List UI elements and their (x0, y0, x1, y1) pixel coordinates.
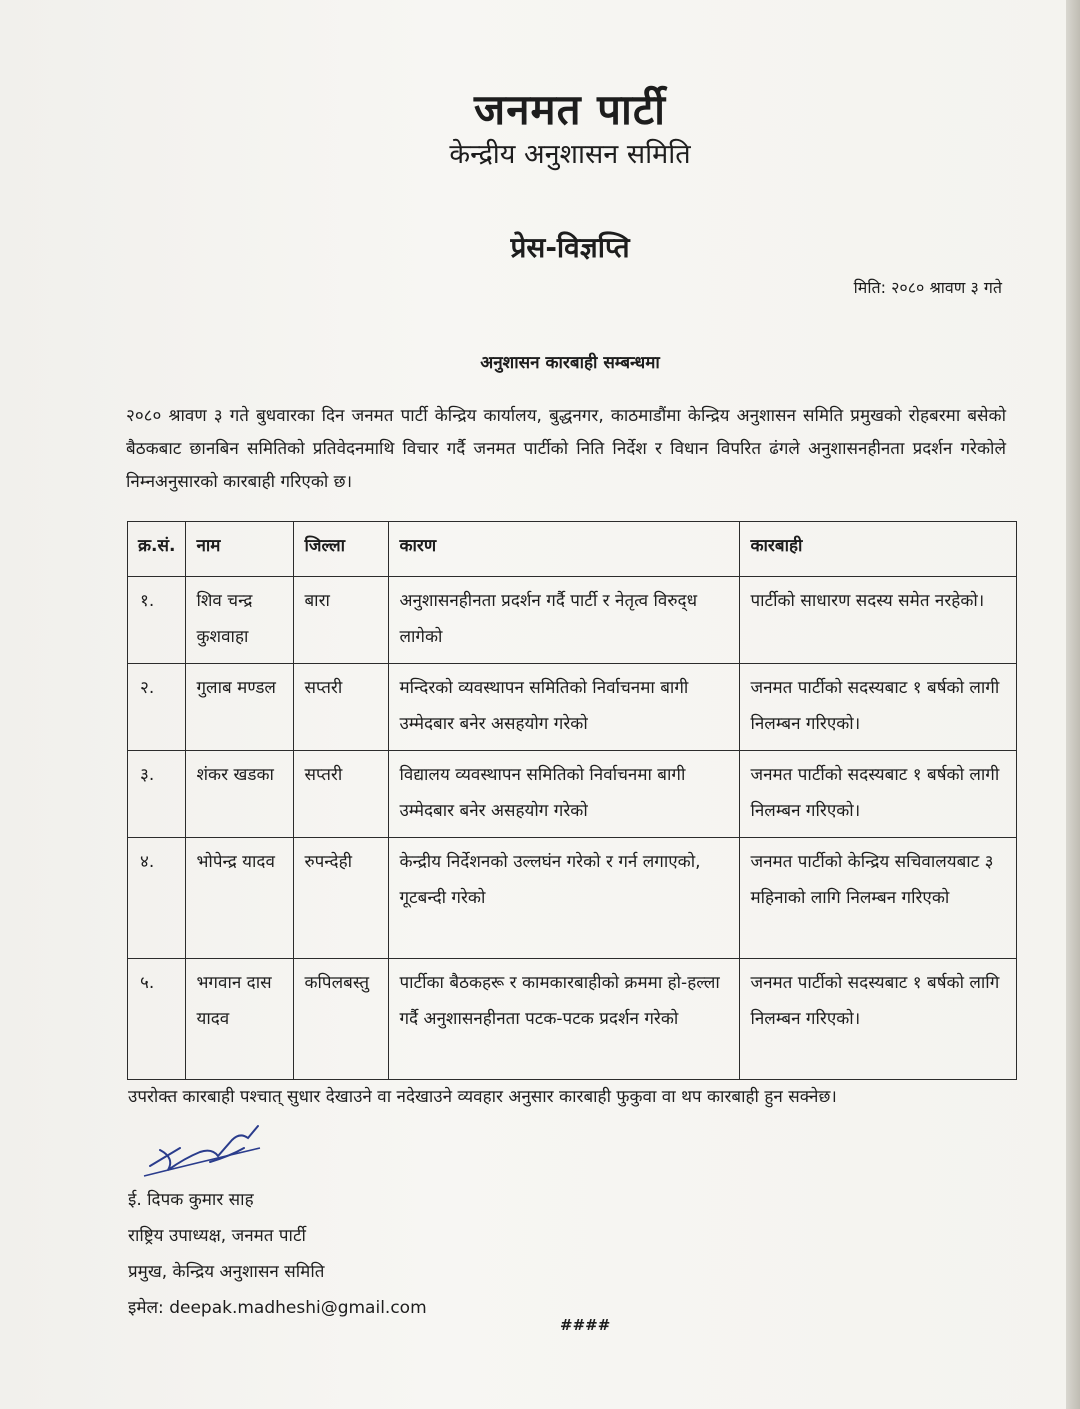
table-row (128, 959, 1017, 1080)
cell-district: बारा (294, 577, 389, 664)
cell-action: जनमत पार्टीको सदस्यबाट १ बर्षको लागी निलम्बन गरिएको। (740, 751, 1017, 838)
header-reason: कारण (389, 522, 740, 577)
press-release-title: प्रेस-विज्ञप्ति (510, 231, 630, 264)
table-row (128, 838, 1017, 959)
cell-district: सप्तरी (294, 751, 389, 838)
signatory-email-line (128, 1290, 427, 1326)
release-date: मिति: २०८० श्रावण ३ गते (853, 278, 1002, 297)
cell-district: कपिलबस्तु (294, 959, 389, 1080)
header-district: जिल्ला (294, 522, 389, 577)
table-header-row (128, 522, 1017, 577)
table-row (128, 751, 1017, 838)
cell-action: जनमत पार्टीको केन्द्रिय सचिवालयबाट ३ महिनाको लागि निलम्बन गरिएको (740, 838, 1017, 959)
cell-district: रुपन्देही (294, 838, 389, 959)
body-paragraph: २०८० श्रावण ३ गते बुधवारका दिन जनमत पार्टी केन्द्रिय कार्यालय, बुद्धनगर, काठमाडौंमा केन्द्रिय अनुशासन समिति प्रमुखको रोहबरमा बसेको बैठकबाट छानबिन समितिको प्रतिवेदनमाथि विचार गर्दै जनमत पार्टीको निति निर्देश र विधान विपरित ढंगले अनुशासनहीनता प्रदर्शन गरेकोले निम्नअनुसारको कारबाही गरिएको छ। (126, 406, 1006, 492)
email-address: deepak.madheshi@gmail.com (169, 1298, 427, 1318)
cell-serial: ३. (128, 751, 186, 838)
handwritten-signature (140, 1118, 290, 1188)
cell-action: जनमत पार्टीको सदस्यबाट १ बर्षको लागी निलम्बन गरिएको। (740, 664, 1017, 751)
party-name: जनमत पार्टी (474, 85, 666, 134)
page-edge-shadow (1066, 0, 1080, 1409)
cell-action: पार्टीको साधारण सदस्य समेत नरहेको। (740, 577, 1017, 664)
signatory-title: प्रमुख, केन्द्रिय अनुशासन समिति (128, 1262, 325, 1282)
cell-action: जनमत पार्टीको सदस्यबाट १ बर्षको लागि निलम्बन गरिएको। (740, 959, 1017, 1080)
cell-name: शंकर खडका (186, 751, 294, 838)
subject-heading: अनुशासन कारबाही सम्बन्धमा (480, 353, 660, 373)
table-row (128, 577, 1017, 664)
email-label: इमेल: (128, 1298, 164, 1318)
cell-reason: मन्दिरको व्यवस्थापन समितिको निर्वाचनमा बागी उम्मेदबार बनेर असहयोग गरेको (389, 664, 740, 751)
cell-name: भोपेन्द्र यादव (186, 838, 294, 959)
signatory-block (128, 1182, 427, 1326)
header-name: नाम (186, 522, 294, 577)
cell-reason: केन्द्रीय निर्देशनको उल्लघंन गरेको र गर्न लगाएको, गूटबन्दी गरेको (389, 838, 740, 959)
header-action: कारबाही (740, 522, 1017, 577)
signatory-name: ई. दिपक कुमार साह (128, 1190, 254, 1210)
end-mark: #### (560, 1316, 611, 1334)
cell-serial: २. (128, 664, 186, 751)
cell-serial: ५. (128, 959, 186, 1080)
cell-reason: पार्टीका बैठकहरू र कामकारबाहीको क्रममा हो-हल्ला गर्दै अनुशासनहीनता पटक-पटक प्रदर्शन गरेको (389, 959, 740, 1080)
cell-name: गुलाब मण्डल (186, 664, 294, 751)
header-serial: क्र.सं. (128, 522, 186, 577)
signatory-title: राष्ट्रिय उपाध्यक्ष, जनमत पार्टी (128, 1226, 306, 1246)
cell-serial: १. (128, 577, 186, 664)
cell-serial: ४. (128, 838, 186, 959)
disciplinary-action-table (127, 521, 1017, 1080)
committee-name: केन्द्रीय अनुशासन समिति (449, 139, 691, 170)
table-row (128, 664, 1017, 751)
cell-reason: अनुशासनहीनता प्रदर्शन गर्दै पार्टी र नेतृत्व विरुद्‍ध लागेको (389, 577, 740, 664)
cell-district: सप्तरी (294, 664, 389, 751)
cell-name: शिव चन्द्र कुशवाहा (186, 577, 294, 664)
footnote: उपरोक्त कारबाही पश्चात् सुधार देखाउने वा नदेखाउने व्यवहार अनुसार कारबाही फुकुवा वा थप कारबाही हुन सक्नेछ। (128, 1087, 837, 1107)
cell-name: भगवान दास यादव (186, 959, 294, 1080)
cell-reason: विद्यालय व्यवस्थापन समितिको निर्वाचनमा बागी उम्मेदबार बनेर असहयोग गरेको (389, 751, 740, 838)
